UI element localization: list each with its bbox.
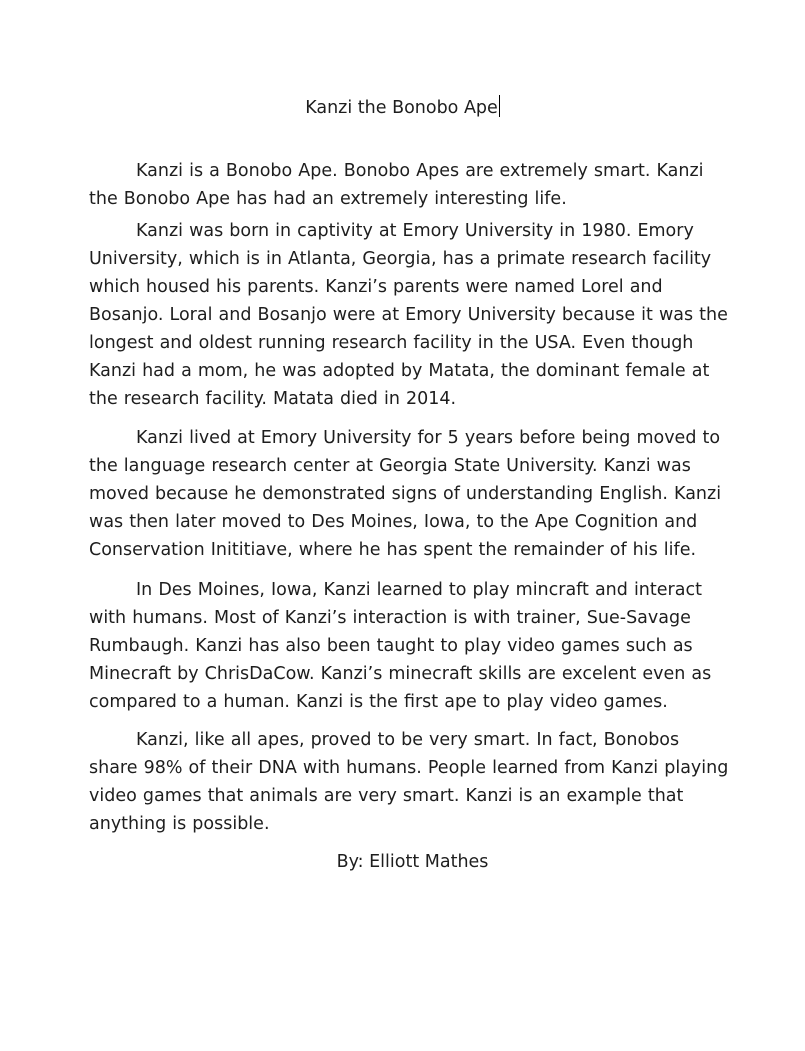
paragraph-block-3 [89,424,729,564]
paragraph-conclusion: Kanzi, like all apes, proved to be very smart. In fact, Bonobos share 98% of their DNA with humans. People learned from Kanzi playing video games that animals are very smart. Kanzi is an example that anything is possible. [89,730,729,834]
paragraph-intro: Kanzi is a Bonobo Ape. Bonobo Apes are extremely smart. Kanzi the Bonobo Ape has had an extremely interesting life. [89,161,704,209]
document-title-line [0,95,805,120]
paragraph-minecraft: In Des Moines, Iowa, Kanzi learned to play mincraft and interact with humans. Most of Kanzi’s interaction is with trainer, Sue-Savage Rumbaugh. Kanzi has also been taught to play video games such as Minecraft by ChrisDaCow. Kanzi’s minecraft skills are excelent even as compared to a human. Kanzi is the first ape to play video games. [89,580,712,712]
author-byline: By: Elliott Mathes [336,852,489,872]
paragraph-block-2 [89,217,729,413]
paragraph-block-5 [89,726,729,838]
paragraph-block-1 [89,157,729,213]
paragraph-block-4 [89,576,729,716]
paragraph-birth: Kanzi was born in captivity at Emory University in 1980. Emory University, which is in Atlanta, Georgia, has a primate research facility which housed his parents. Kanzi’s parents were named Lorel and Bosanjo. Loral and Bosanjo were at Emory University because it was the longest and oldest running research facility in the USA. Even though Kanzi had a mom, he was adopted by Matata, the dominant female at the research facility. Matata died in 2014. [89,221,728,409]
paragraph-move: Kanzi lived at Emory University for 5 years before being moved to the language research center at Georgia State University. Kanzi was moved because he demonstrated signs of understanding English. Kanzi was then later moved to Des Moines, Iowa, to the Ape Cognition and Conservation Inititiave, where he has spent the remainder of his life. [89,428,722,560]
document-title: Kanzi the Bonobo Ape [305,98,498,118]
text-cursor [499,95,500,117]
